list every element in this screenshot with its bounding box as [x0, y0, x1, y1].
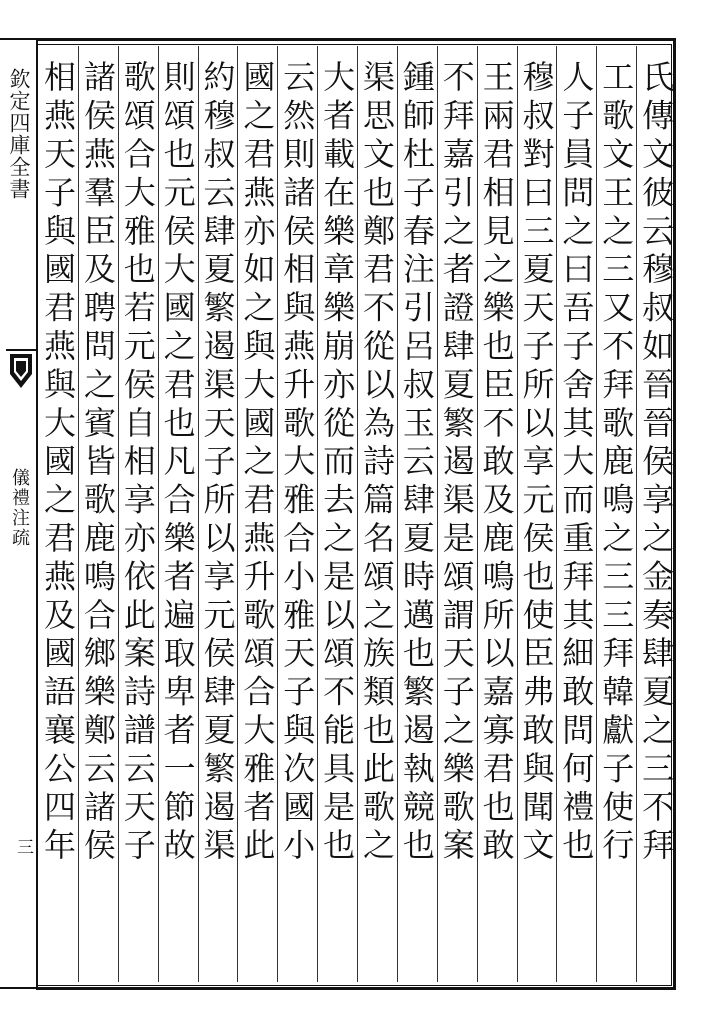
column-divider — [596, 46, 597, 982]
page-margin — [4, 48, 34, 978]
text-column: 渠思文也鄭君不從以為詩篇名頌之族類也此歌之 — [357, 60, 396, 867]
text-column: 王兩君相見之樂也臣不敢及鹿鳴所以嘉寡君也敢 — [477, 60, 516, 867]
text-column: 歌頌合大雅也若元侯自相享亦依此案詩譜云天子 — [118, 60, 157, 867]
column-divider — [78, 46, 79, 982]
column-divider — [317, 46, 318, 982]
column-divider — [237, 46, 238, 982]
column-divider — [277, 46, 278, 982]
text-column: 人子員問之曰吾子舍其大而重拜其細敢問何禮也 — [557, 60, 596, 867]
column-divider — [198, 46, 199, 982]
column-divider — [517, 46, 518, 982]
text-column: 相燕天子與國君燕與大國之君燕及國語襄公四年 — [38, 60, 77, 867]
column-divider — [437, 46, 438, 982]
text-column: 諸侯燕羣臣及聘問之賓皆歌鹿鳴合鄉樂鄭云諸侯 — [78, 60, 117, 867]
book-title: 欽定四庫全書 — [7, 68, 31, 200]
text-column: 大者載在樂章樂崩亦從而去之是以頌不能具是也 — [318, 60, 357, 867]
text-column: 氏傳文彼云穆叔如晉晉侯享之金奏肆夏之三不拜 — [637, 60, 676, 867]
column-divider — [158, 46, 159, 982]
column-divider — [556, 46, 557, 982]
text-column: 約穆叔云肆夏繁遏渠天子所以享元侯肆夏繁遏渠 — [198, 60, 237, 867]
column-divider — [636, 46, 637, 982]
text-column: 鍾師杜子春注引呂叔玉云肆夏時邁也繁遏執競也 — [397, 60, 436, 867]
column-divider — [118, 46, 119, 982]
book-section-title: 儀禮注疏 — [9, 468, 30, 548]
text-column: 穆叔對曰三夏天子所以享元侯也使臣弗敢與聞文 — [517, 60, 556, 867]
text-column: 不拜嘉引之者證肆夏繁遏渠是頌謂天子之樂歌案 — [437, 60, 476, 867]
fish-tail-ornament-icon — [6, 348, 36, 394]
column-divider — [477, 46, 478, 982]
top-rule — [0, 38, 36, 40]
text-column: 云然則諸侯相與燕升歌大雅合小雅天子與次國小 — [278, 60, 317, 867]
column-divider — [397, 46, 398, 982]
column-divider — [357, 46, 358, 982]
text-column: 則頌也元侯大國之君也凡合樂者遍取卑者一節故 — [158, 60, 197, 867]
bottom-rule — [0, 987, 36, 989]
text-column: 國之君燕亦如之與大國之君燕升歌頌合大雅者此 — [238, 60, 277, 867]
text-column: 工歌文王之三又不拜歌鹿鳴之三三拜韓獻子使行 — [597, 60, 636, 867]
page-number: 三 — [13, 838, 33, 856]
